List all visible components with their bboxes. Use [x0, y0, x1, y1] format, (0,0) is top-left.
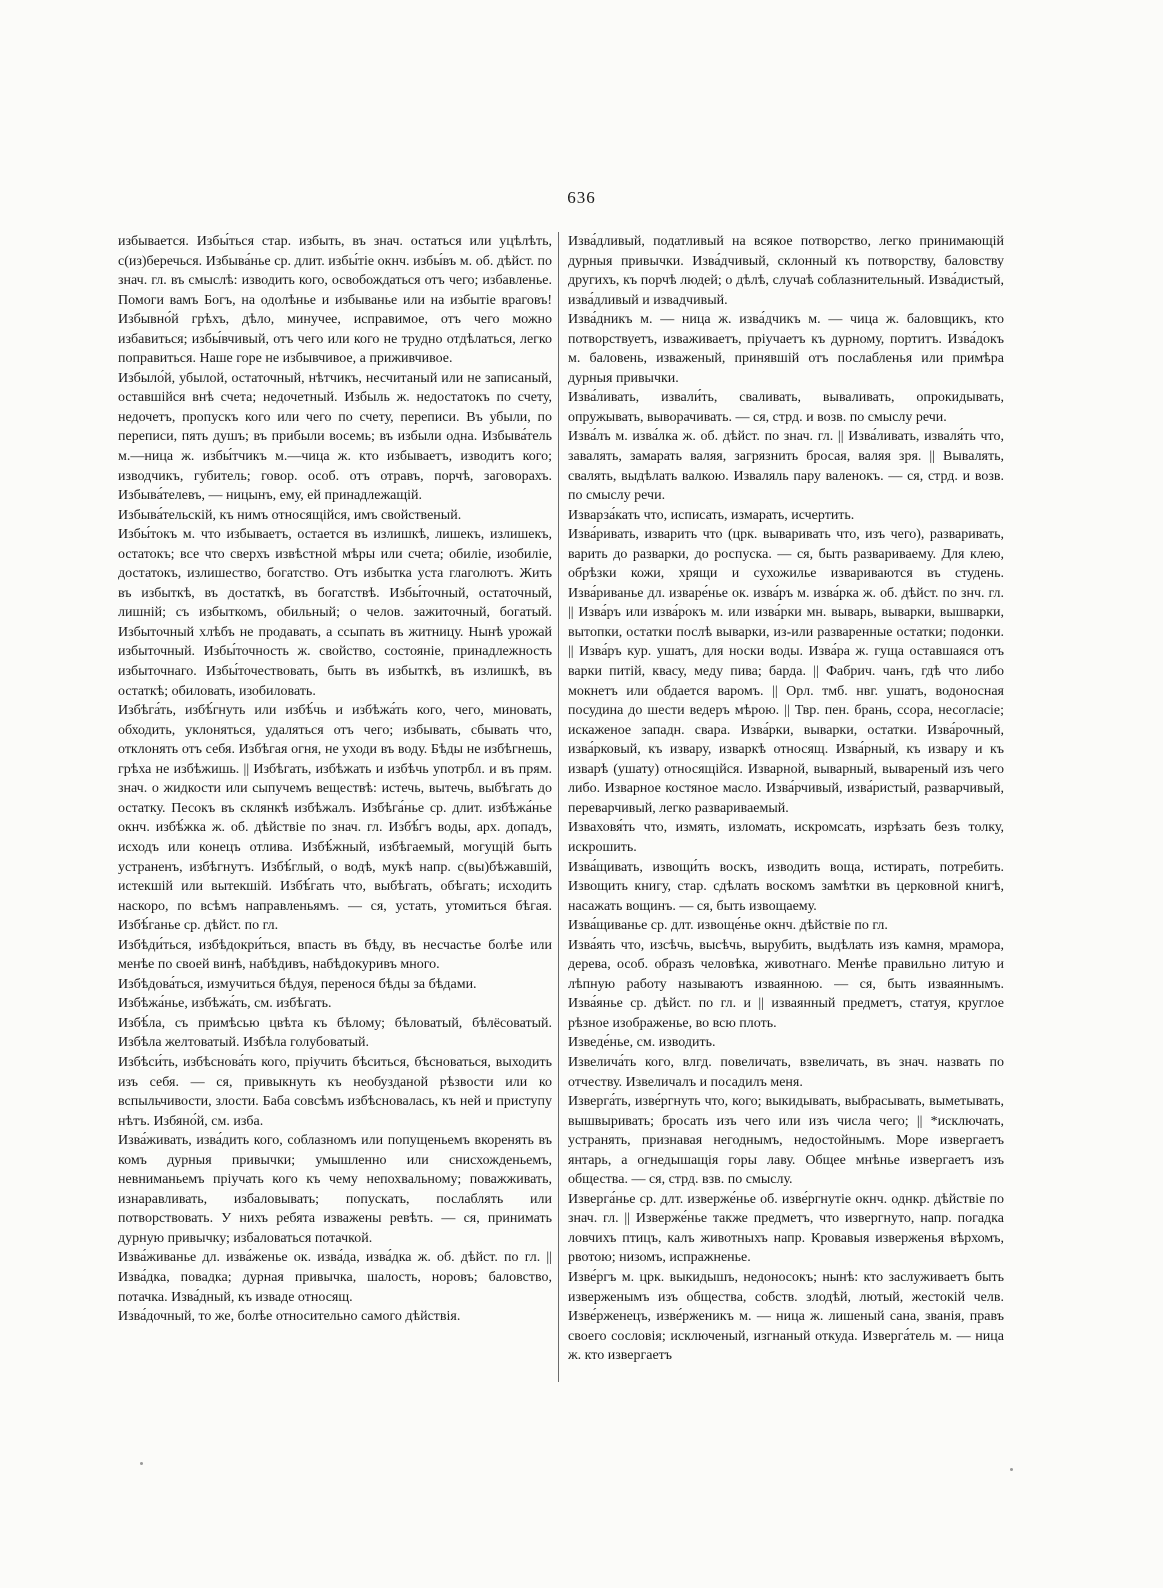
entry-paragraph: Изваховя́ть что, измять, изломать, искромсать, изрѣзать безъ толку, искрошить. [568, 820, 1004, 855]
entry-paragraph: Изведе́нье, см. изводить. [568, 1035, 716, 1051]
entry-paragraph: Изва́ять что, изсѣчь, высѣчь, вырубить, выдѣлать изъ камня, мрамора, дерева, особ. образъ человѣка, животнаго. Менѣе правильно литую и лѣпную работу называютъ изваянною. — ся, быть изваяннымъ. Изва́янье ср. дѣйст. по гл. и || изваянный предметъ, статуя, круглое рѣзное изображенье, во всю плоть. [568, 937, 1004, 1031]
entry-paragraph: Избѣжа́нье, избѣжа́ть, см. избѣгать. [118, 996, 332, 1012]
left-column [118, 232, 552, 1400]
entry-paragraph: Избѣга́ть, избѣ́гнуть или избѣ́чь и избѣжа́ть кого, чего, миновать, обходить, уклоняться, удаляться отъ чего; избывать, сбывать что, отклонять отъ себя. Избѣгая огня, не уходи въ воду. Бѣды не избѣгнешь, грѣха не избѣжишь. || Избѣгать, избѣжать и избѣчь употрбл. и въ прям. знач. о жидкости или сыпучемъ веществѣ: истечь, вытечь, выбѣгать до остатку. Песокъ въ склянкѣ избѣжалъ. Избѣга́нье ср. длит. избѣжа́нье окнч. избѣ́жка ж. об. дѣйствіе по знач. гл. Избѣ́гъ воды, арх. допадъ, исходъ или конецъ отлива. Избѣ́жный, избѣгаемый, могущій быть устраненъ, избѣгнутъ. Избѣ́глый, о водѣ, мукѣ напр. с(вы)бѣжавшій, истекшій или вытекшій. Избѣ́гать что, выбѣгать, обѣгать; исходить наскоро, по всѣмъ направленьямъ. — ся, устать, утомиться бѣгая. Избѣ́ганье ср. дѣйст. по гл. [118, 703, 552, 934]
entry-paragraph: Изве́ргъ м. црк. выкидышъ, недоносокъ; нынѣ: кто заслуживаетъ быть изверженымъ изъ общества, собств. злодѣй, лютый, жестокій челв. Изве́рженецъ, изве́рженикъ м. — ница ж. лишеный сана, званія, правъ своего сословія; исключеный, изгнаный откуда. Изверга́тель м. — ница ж. кто извергаетъ [568, 1269, 1004, 1364]
entry-paragraph: Избыло́й, убылой, остаточный, нѣтчикъ, несчитаный или не записаный, оставшійся внѣ счета; недочетный. Избыль ж. недостатокъ по счету, недочетъ, пропускъ кого или чего по счету, переписи. Въ убыли, по переписи, пять душъ; въ прибыли восемь; въ избыли одна. Избыва́тель м.—ница ж. избы́тчикъ м.—чица ж. кто избываетъ, изводитъ кого; изводчикъ, губитель; говор. особ. отъ отравъ, порчѣ, заговорахъ. Избыва́телевъ, — ницынъ, ему, ей принадлежащій. [118, 370, 552, 504]
entry-paragraph: Изверга́нье ср. длт. изверже́нье об. изве́ргнутіе окнч. однкр. дѣйствіе по знач. гл. || Изверже́нье также предметъ, что извергнуто, напр. погадка ловчихъ птицъ, калъ животныхъ напр. Кровавыя изверженья вѣрхомъ, рвотою; низомъ, испражненье. [568, 1191, 1004, 1266]
entry-paragraph: Изва́лъ м. изва́лка ж. об. дѣйст. по знач. гл. || Изва́ливать, изваля́ть что, завалять, замарать валяя, загрязнить бросая, валяя зря. || Вывалять, свалять, выдѣлать валкою. Изваляль пару валенокъ. — ся, стрд. и возв. по смыслу речи. [568, 429, 1004, 504]
entry-paragraph: Изва́живать, изва́дить кого, соблазномъ или попущеньемъ вкоренять въ комъ дурныя привычки; умышленно или снисхожденьемъ, невниманьемъ пріучать кого къ чему непохвальному; поважживать, изнаравливать, избаловывать; попускать, послаблять или потворствовать. У нихъ ребята изважены ревѣть. — ся, принимать дурную привычку; избаловаться потачкой. [118, 1133, 552, 1246]
paper-speck [140, 1462, 143, 1465]
entry-paragraph: Изва́дникъ м. — ница ж. изва́дчикъ м. — чица ж. баловщикъ, кто потворствуетъ, изваживаетъ, пріучаетъ къ дурному, портитъ. Изва́докъ м. баловень, изваженый, принявшій отъ послабленья или примѣра дурныя привычки. [568, 312, 1004, 386]
entry-paragraph: Извелича́ть кого, влгд. повеличать, взвеличать, въ знач. назвать по отчеству. Извеличалъ и посадилъ меня. [568, 1054, 1004, 1090]
paper-speck [1010, 1468, 1013, 1471]
entry-paragraph: Избѣди́ться, избѣдокри́ться, впасть въ бѣду, въ несчастье болѣе или менѣе по своей винѣ, набѣдивъ, набѣдокуривъ много. [118, 937, 552, 973]
entry-paragraph: Изва́ливать, извали́ть, сваливать, вываливать, опрокидывать, опружывать, выворачивать. — ся, стрд. и возв. по смыслу речи. [568, 390, 1004, 425]
page-number: 636 [567, 188, 596, 207]
right-column [568, 232, 1004, 1400]
column-divider [558, 232, 559, 1382]
entry-paragraph: Изверга́ть, изве́ргнуть что, кого; выкидывать, выбрасывать, выметывать, вышвыривать; бросать изъ чего или изъ числа чего; || *исключать, устранять, признавая негоднымъ, недостойнымъ. Море извергаетъ янтарь, а огнедышащія горы лаву. Общее мнѣнье извергаетъ изъ общества. — ся, стрд. взв. по смыслу. [568, 1094, 1004, 1188]
entry-paragraph: Избыва́тельскій, къ нимъ относящійся, имъ свойственый. [118, 507, 462, 523]
entry-paragraph: Изва́дочный, то же, болѣе относительно самого дѣйствія. [118, 1309, 461, 1325]
entry-paragraph: Избѣси́ть, избѣснова́ть кого, пріучить бѣситься, бѣсноваться, выходить изъ себя. — ся, привыкнуть къ необузданой рѣзвости или ко вспыльчивости, злости. Баба совсѣмъ избѣсновалась, къ ней и приступу нѣтъ. Избяно́й, см. изба. [118, 1054, 552, 1129]
entry-paragraph: Изва́живанье дл. изва́женье ок. изва́да, изва́дка ж. об. дѣйст. по гл. || Изва́дка, повадка; дурная привычка, шалость, норовъ; баловство, потачка. Изва́дный, къ изваде относящ. [118, 1250, 552, 1305]
entry-paragraph: Изва́дливый, податливый на всякое потворство, легко принимающій дурныя привычки. Изва́дчивый, склонный къ потворству, баловству другихъ, къ порчѣ людей; о дѣлѣ, случаѣ соблазнительный. Изва́дистый, изва́дливый и извадчивый. [568, 234, 1004, 308]
entry-paragraph: Изва́щивать, извощи́ть воскъ, изводить воща, истирать, потребить. Извощить книгу, стар. сдѣлать воскомъ замѣтки въ церковной книгѣ, насажать вощинъ. — ся, быть извощаему. [568, 859, 1004, 914]
entry-paragraph: Избы́токъ м. что избываетъ, остается въ излишкѣ, лишекъ, излишекъ, остатокъ; все что сверхъ извѣстной мѣры или счета; обиліе, изобиліе, достатокъ, излишество, богатство. Отъ избытка уста глаголютъ. Жить въ избыткѣ, въ достаткѣ, въ богатствѣ. Избы́точный, остаточный, лишній; съ избыткомъ, обильный; о челов. зажиточный, богатый. Избыточный хлѣбъ не продавать, а ссыпать въ житницу. Нынѣ урожай избыточный. Избы́точность ж. свойство, состояніе, принадлежность избыточнаго. Избы́точествовать, быть въ избыткѣ, въ излишкѣ, въ остаткѣ; обиловать, изобиловать. [118, 527, 552, 699]
entry-paragraph: избывается. Избы́ться стар. избыть, въ знач. остаться или уцѣлѣть, с(из)беречься. Избыва́нье ср. длит. избы́тіе окнч. избы́въ м. об. дѣйст. по знач. гл. въ смыслѣ: изводить кого, освобождаться отъ чего; избавленье. Помоги вамъ Богъ, на одолѣнье и избыванье или на избытіе враговъ! Избывно́й грѣхъ, дѣло, минучее, исправимое, отъ чего можно избавиться; избы́вчивый, отъ чего или кого не трудно отдѣлаться, легко поправиться. Наше горе не избывчивое, а приживчивое. [118, 234, 552, 367]
entry-paragraph: Изва́ривать, изварить что (црк. вываривать что, изъ чего), разваривать, варить до разварки, до роспуска. — ся, быть развариваему. Для клею, обрѣзки кожи, хрящи и сухожилье извариваются въ студень. Изва́риванье дл. изваре́нье ок. изва́ръ м. изва́рка ж. об. дѣйст. по знч. гл. || Изва́ръ или изва́рокъ м. или изва́рки мн. выварь, выварки, вышварки, вытопки, остатки послѣ выварки, из-или разваренные остатки; подонки. || Изва́ръ кур. ушатъ, для носки воды. Изва́ра ж. гуща оставшаяся отъ варки питій, квасу, меду пива; барда. || Фабрич. чанъ, гдѣ что либо мокнетъ или обдается варомъ. || Орл. тмб. нвг. ушатъ, водоносная посудина до шести ведеръ мѣрою. || Твр. пен. брань, ссора, несогласіе; искаженое западн. свара. Изва́рки, выварки, остатки. Изва́рочный, изва́рковый, къ извару, изваркѣ относящ. Изва́рный, къ извару и къ изварѣ (ушату) относящійся. Изварной, выварный, вывареный изъ чего либо. Изварное костяное масло. Изва́рчивый, изва́ристый, разварчивый, переварчивый, легко развариваемый. [568, 527, 1004, 816]
entry-paragraph: Изварза́кать что, исписать, измарать, исчертить. [568, 507, 855, 523]
entry-paragraph: Избѣдова́ться, измучиться бѣдуя, перенося бѣды за бѣдами. [118, 976, 477, 992]
entry-paragraph: Изва́щиванье ср. длт. извоще́нье окнч. дѣйствіе по гл. [568, 918, 888, 934]
entry-paragraph: Избѣ́ла, съ примѣсью цвѣта къ бѣлому; бѣловатый, бѣлёсоватый. Избѣла желтоватый. Избѣла голубоватый. [118, 1015, 552, 1051]
